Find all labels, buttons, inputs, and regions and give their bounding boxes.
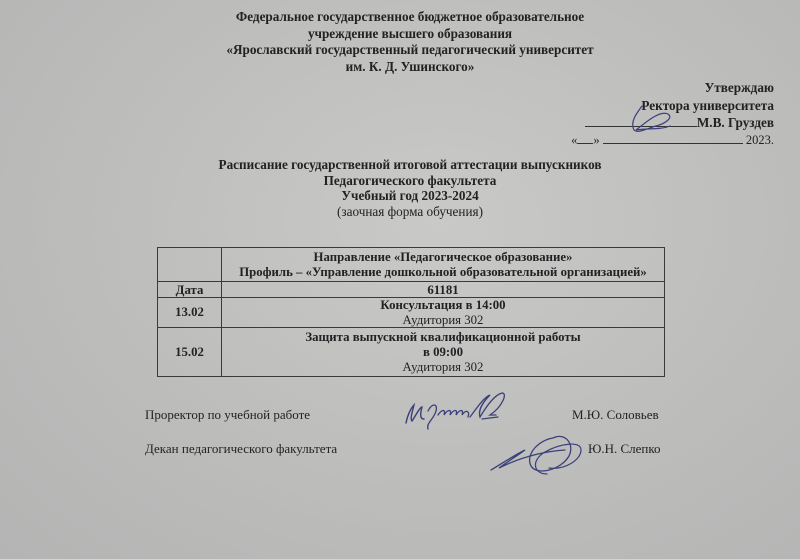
institution-line-4: им. К. Д. Ушинского» xyxy=(345,58,475,74)
dean-signature xyxy=(487,428,587,478)
institution-header xyxy=(180,9,640,75)
row-room: Аудитория 302 xyxy=(402,359,484,374)
rector-signature xyxy=(628,104,688,138)
table-code-row xyxy=(158,282,665,298)
dean-position: Декан педагогического факультета xyxy=(145,441,338,456)
institution-line-2: учреждение высшего образования xyxy=(307,25,513,41)
program-direction: Направление «Педагогическое образование» xyxy=(313,249,573,264)
row-time: в 09:00 xyxy=(423,344,463,359)
row-event-cell xyxy=(222,298,665,328)
date-close-quote: » xyxy=(593,132,600,147)
study-form: (заочная форма обучения) xyxy=(336,203,483,219)
row-date: 13.02 xyxy=(158,298,222,328)
table-row xyxy=(158,328,665,377)
row-room: Аудитория 302 xyxy=(402,312,484,327)
row-event: Консультация в 14:00 xyxy=(380,298,506,312)
row-event-cell xyxy=(222,328,665,377)
dean-name: Ю.Н. Слепко xyxy=(588,441,661,456)
approver-position: Ректора университета xyxy=(641,97,774,113)
table-row xyxy=(158,298,665,328)
schedule-title-block xyxy=(180,157,640,219)
header-empty-cell xyxy=(158,248,222,282)
approver-name-line xyxy=(474,114,774,132)
approval-year: 2023. xyxy=(745,132,774,147)
vice-rector-position: Проректор по учебной работе xyxy=(145,407,311,422)
vice-rector-signature xyxy=(398,389,513,433)
table-header-row xyxy=(158,248,665,282)
institution-line-1: Федеральное государственное бюджетное образовательное xyxy=(235,9,585,24)
row-date: 15.02 xyxy=(158,328,222,377)
day-blank xyxy=(577,133,593,144)
institution-line-3: «Ярославский государственный педагогический университет xyxy=(226,42,594,57)
schedule-title: Расписание государственной итоговой аттестации выпускников xyxy=(218,157,602,172)
vice-rector-name: М.Ю. Соловьев xyxy=(572,407,659,422)
row-event: Защита выпускной квалификационной работы xyxy=(305,329,581,344)
program-profile: Профиль – «Управление дошкольной образовательной организацией» xyxy=(239,264,647,279)
schedule-table xyxy=(157,247,665,377)
date-column-header: Дата xyxy=(158,282,222,298)
program-header-cell xyxy=(222,248,665,282)
approver-name: М.В. Груздев xyxy=(696,115,774,130)
group-code: 61181 xyxy=(222,282,665,298)
approve-label: Утверждаю xyxy=(704,80,774,95)
approval-date-line xyxy=(474,132,774,150)
faculty-name: Педагогического факультета xyxy=(323,172,497,188)
academic-year: Учебный год 2023-2024 xyxy=(341,188,479,203)
approval-block xyxy=(474,79,774,149)
date-open-quote: « xyxy=(571,132,578,147)
